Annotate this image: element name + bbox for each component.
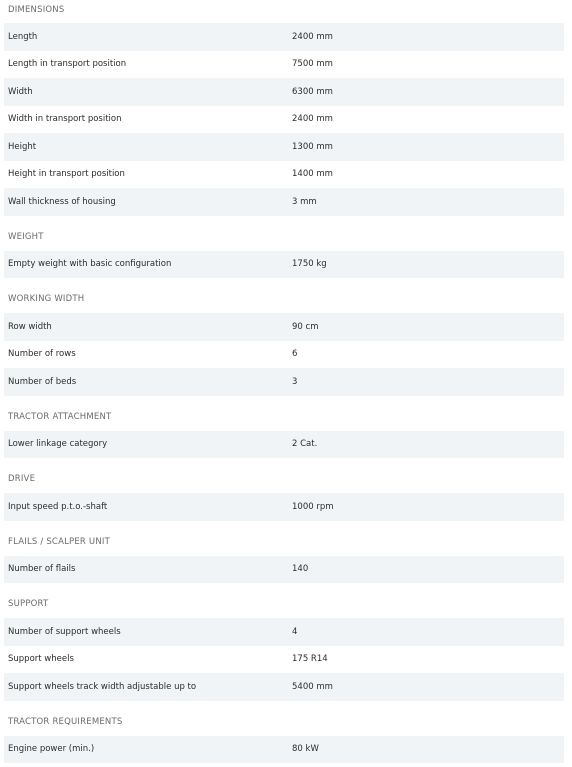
- spec-label: Support wheels: [8, 654, 74, 665]
- spec-value: 1400 mm: [292, 169, 333, 180]
- spec-value: 2400 mm: [292, 114, 333, 125]
- spec-label: Number of flails: [8, 564, 76, 575]
- spec-label: Engine power (min.): [8, 744, 95, 755]
- spec-row: [4, 673, 564, 701]
- spec-value: 80 kW: [292, 744, 319, 755]
- spec-label: Width in transport position: [8, 114, 122, 125]
- spec-value: 2 Cat.: [292, 439, 318, 450]
- spec-row: [4, 556, 564, 584]
- spec-row: [4, 161, 564, 189]
- spec-label: Number of rows: [8, 349, 76, 360]
- spec-row: [4, 493, 564, 521]
- section-title: WORKING WIDTH: [8, 294, 85, 304]
- spec-section: [4, 701, 564, 764]
- spec-row: [4, 188, 564, 216]
- spec-row: [4, 313, 564, 341]
- spec-section: [4, 396, 564, 459]
- spec-value: 2400 mm: [292, 31, 333, 42]
- section-title: WEIGHT: [8, 231, 44, 242]
- spec-label: Height: [8, 141, 37, 152]
- spec-row: [4, 431, 564, 459]
- spec-value: 140: [292, 564, 309, 575]
- spec-label: Length: [8, 31, 38, 42]
- spec-value: 175 R14: [292, 654, 328, 665]
- spec-value: 5400 mm: [292, 681, 333, 692]
- spec-row: [4, 51, 564, 79]
- spec-label: Length in transport position: [8, 59, 127, 70]
- spec-value: 3 mm: [292, 196, 317, 207]
- section-title: TRACTOR REQUIREMENTS: [8, 716, 123, 727]
- spec-row: [4, 646, 564, 674]
- spec-section: [4, 458, 564, 521]
- spec-section: [4, 0, 564, 216]
- spec-section: [4, 278, 564, 396]
- spec-value: 1300 mm: [292, 141, 333, 152]
- spec-row: [4, 23, 564, 51]
- spec-label: Number of support wheels: [8, 626, 121, 637]
- spec-row: [4, 736, 564, 764]
- spec-value: 1750 kg: [292, 259, 327, 270]
- spec-label: Lower linkage category: [8, 439, 108, 450]
- spec-label: Row width: [8, 321, 52, 332]
- spec-value: 4: [292, 626, 298, 637]
- spec-section: [4, 216, 564, 279]
- spec-row: [4, 368, 564, 396]
- spec-section: [4, 521, 564, 584]
- spec-value: 90 cm: [292, 321, 319, 332]
- section-title: DIMENSIONS: [8, 5, 65, 15]
- spec-row: [4, 341, 564, 369]
- spec-label: Support wheels track width adjustable up to: [8, 681, 197, 692]
- spec-label: Height in transport position: [8, 169, 125, 180]
- spec-row: [4, 78, 564, 106]
- spec-label: Width: [8, 86, 33, 97]
- section-title: DRIVE: [8, 474, 36, 484]
- spec-value: 6300 mm: [292, 86, 333, 97]
- specification-list: [4, 0, 564, 763]
- spec-row: [4, 133, 564, 161]
- spec-row: [4, 106, 564, 134]
- spec-row: [4, 618, 564, 646]
- spec-section: [4, 583, 564, 701]
- spec-row: [4, 251, 564, 279]
- section-title: SUPPORT: [8, 599, 49, 609]
- spec-label: Empty weight with basic configuration: [8, 259, 172, 270]
- section-title: TRACTOR ATTACHMENT: [8, 411, 112, 422]
- spec-label: Wall thickness of housing: [8, 196, 116, 207]
- spec-value: 6: [292, 349, 298, 360]
- spec-label: Input speed p.t.o.-shaft: [8, 501, 108, 512]
- spec-value: 7500 mm: [292, 59, 333, 70]
- spec-label: Number of beds: [8, 376, 77, 387]
- section-title: FLAILS / SCALPER UNIT: [8, 536, 111, 547]
- spec-value: 3: [292, 376, 298, 387]
- spec-value: 1000 rpm: [292, 501, 334, 512]
